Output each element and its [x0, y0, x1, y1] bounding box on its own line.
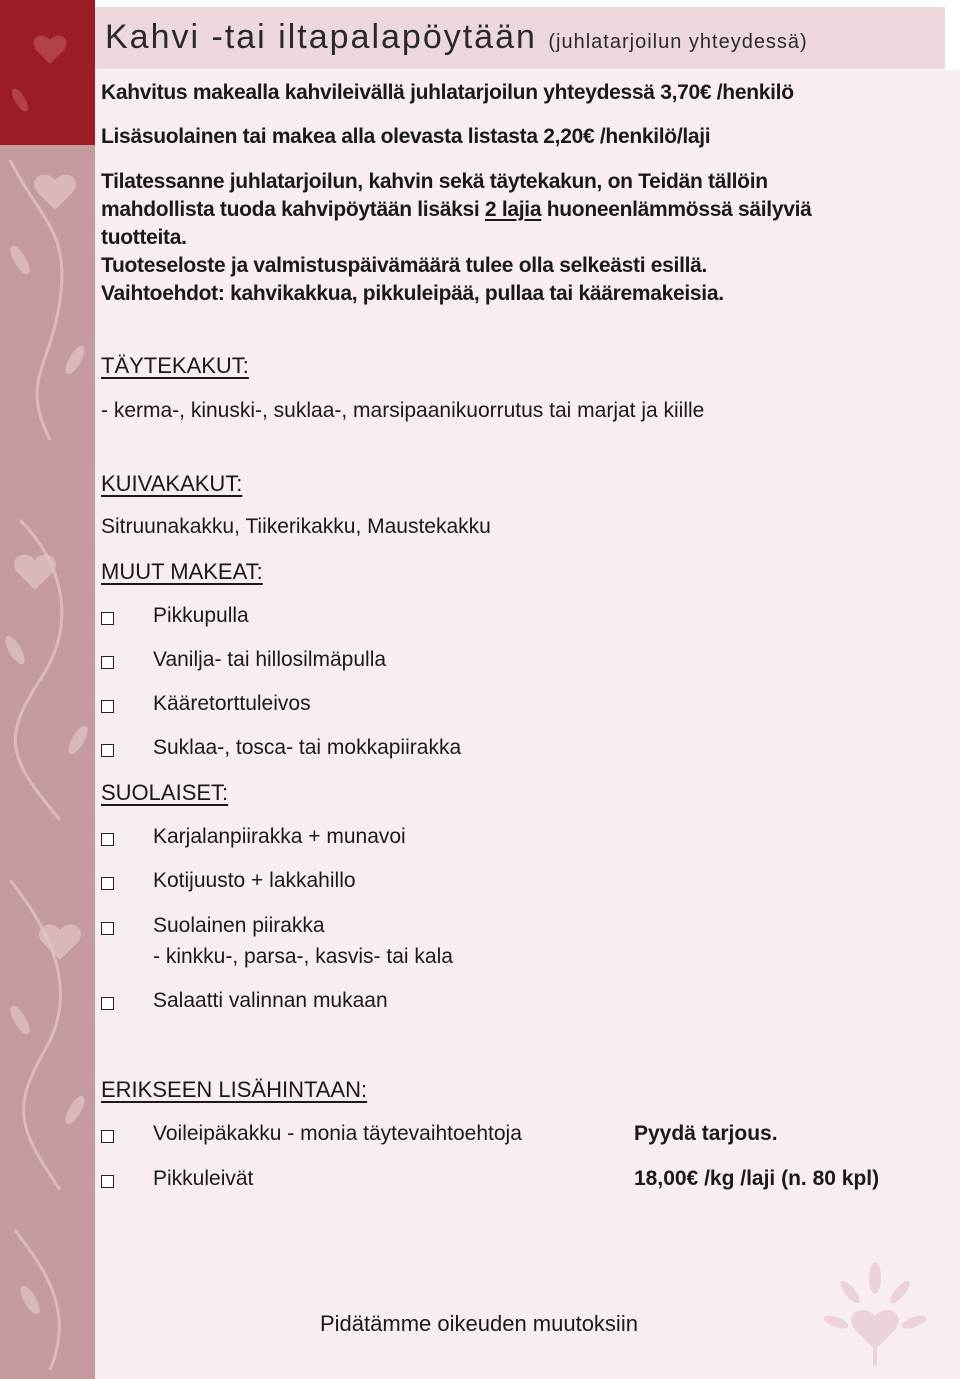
list-item: Kääretorttuleivos	[153, 692, 311, 715]
decorative-sidebar	[0, 0, 95, 1379]
checkbox-icon	[101, 744, 114, 757]
intro-line-2: Lisäsuolainen tai makea alla olevasta listasta 2,20€ /henkilö/laji	[101, 125, 711, 148]
kuivakakut-heading: KUIVAKAKUT:	[101, 471, 243, 496]
erikseen-heading: ERIKSEEN LISÄHINTAAN:	[101, 1077, 368, 1102]
muut-makeat-heading: MUUT MAKEAT:	[101, 559, 263, 584]
price-label: 18,00€ /kg /laji (n. 80 kpl)	[634, 1167, 880, 1190]
checkbox-icon	[101, 1130, 114, 1143]
taytekakut-text: - kerma-, kinuski-, suklaa-, marsipaanikuorrutus tai marjat ja kiille	[101, 399, 705, 422]
title-text: Kahvi -tai iltapalapöytään	[105, 18, 537, 56]
intro-paragraph-line-5: Vaihtoehdot: kahvikakkua, pikkuleipää, pullaa tai kääremakeisia.	[101, 282, 724, 305]
list-item: Karjalanpiirakka + munavoi	[153, 825, 406, 848]
list-item-subtext: - kinkku-, parsa-, kasvis- tai kala	[153, 945, 453, 968]
para-line2-pre: mahdollista tuoda kahvipöytään lisäksi	[101, 198, 485, 221]
list-item: Voileipäkakku - monia täytevaihtoehtoja	[153, 1122, 522, 1145]
intro-paragraph-line-4: Tuoteseloste ja valmistuspäivämäärä tulee olla selkeästi esillä.	[101, 254, 708, 277]
list-item: Kotijuusto + lakkahillo	[153, 869, 356, 892]
checkbox-icon	[101, 700, 114, 713]
checkbox-icon	[101, 1175, 114, 1188]
taytekakut-heading: TÄYTEKAKUT:	[101, 353, 249, 378]
corner-ornament-icon	[820, 1258, 930, 1368]
para-line2-underlined: 2 lajia	[484, 198, 542, 221]
checkbox-icon	[101, 877, 114, 890]
list-item: Suklaa-, tosca- tai mokkapiirakka	[153, 736, 462, 759]
list-item: Vanilja- tai hillosilmäpulla	[153, 648, 387, 671]
footer-note: Pidätämme oikeuden muutoksiin	[320, 1311, 638, 1336]
page-title	[105, 18, 808, 57]
list-item: Pikkupulla	[153, 604, 249, 627]
checkbox-icon	[101, 656, 114, 669]
checkbox-icon	[101, 833, 114, 846]
checkbox-icon	[101, 612, 114, 625]
suolaiset-heading: SUOLAISET:	[101, 780, 229, 805]
kuivakakut-text: Sitruunakakku, Tiikerikakku, Maustekakku	[101, 515, 491, 538]
intro-paragraph-line-3: tuotteita.	[101, 226, 187, 249]
checkbox-icon	[101, 997, 114, 1010]
intro-paragraph-line-2	[101, 196, 812, 224]
price-label: Pyydä tarjous.	[634, 1122, 778, 1145]
list-item: Salaatti valinnan mukaan	[153, 989, 388, 1012]
list-item: Pikkuleivät	[153, 1167, 254, 1190]
checkbox-icon	[101, 922, 114, 935]
intro-paragraph-line-1: Tilatessanne juhlatarjoilun, kahvin sekä täytekakun, on Teidän tällöin	[101, 170, 768, 193]
intro-line-1: Kahvitus makealla kahvileivällä juhlatarjoilun yhteydessä 3,70€ /henkilö	[101, 81, 794, 104]
floral-ornament-icon	[0, 0, 95, 1379]
list-item: Suolainen piirakka	[153, 914, 325, 937]
title-subtitle: (juhlatarjoilun yhteydessä)	[548, 31, 808, 53]
para-line2-post: huoneenlämmössä säilyviä	[541, 198, 812, 221]
